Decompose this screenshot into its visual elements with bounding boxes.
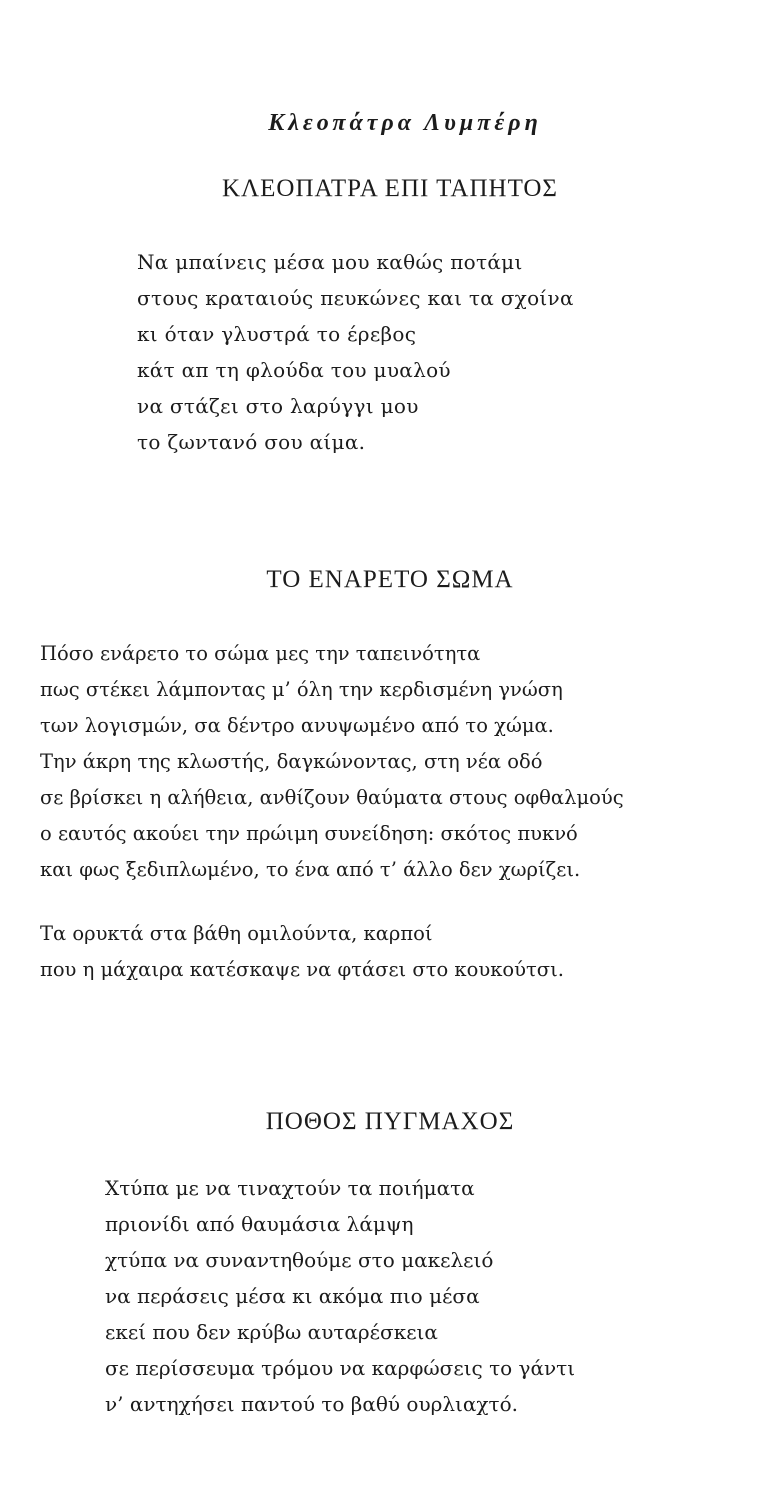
- poem-line: ο εαυτός ακούει την πρώιμη συνείδηση: σκότος πυκνό: [40, 822, 578, 845]
- poem-body-3: [105, 1170, 575, 1422]
- poem-line: στους κραταιούς πευκώνες και τα σχοίνα: [137, 286, 574, 310]
- poem-body-2: [40, 636, 624, 988]
- poem-title-3: ΠΟΘΟΣ ΠΥΓΜΑΧΟΣ: [265, 1108, 515, 1135]
- poem-line: των λογισμών, σα δέντρο ανυψωμένο από το χώμα.: [40, 714, 554, 737]
- poem-line: Να μπαίνεις μέσα μου καθώς ποτάμι: [137, 250, 523, 274]
- author-name: Κλεοπάτρα Λυμπέρη: [268, 110, 542, 136]
- poem-body-1: [137, 244, 574, 460]
- poem-line: ν’ αντηχήσει παντού το βαθύ ουρλιαχτό.: [105, 1392, 518, 1416]
- poem-line: πως στέκει λάμποντας μ’ όλη την κερδισμένη γνώση: [40, 678, 563, 701]
- poem-line: πριονίδι από θαυμάσια λάμψη: [105, 1212, 414, 1236]
- poem-line: Την άκρη της κλωστής, δαγκώνοντας, στη νέα οδό: [40, 750, 543, 773]
- poem-line: Πόσο ενάρετο το σώμα μες την ταπεινότητα: [40, 642, 481, 665]
- poem-title-2: ΤΟ ΕΝΑΡΕΤΟ ΣΩΜΑ: [266, 566, 514, 593]
- stanza-break: [40, 888, 624, 916]
- poem-line: σε περίσσευμα τρόμου να καρφώσεις το γάντι: [105, 1356, 576, 1380]
- poem-line: που η μάχαιρα κατέσκαψε να φτάσει στο κουκούτσι.: [40, 958, 564, 981]
- poem-line: κι όταν γλυστρά το έρεβος: [137, 322, 417, 346]
- poem-line: να περάσεις μέσα κι ακόμα πιο μέσα: [105, 1284, 480, 1308]
- poem-line: κάτ απ τη φλούδα του μυαλού: [137, 358, 451, 382]
- poem-line: Τα ορυκτά στα βάθη ομιλούντα, καρποί: [40, 922, 433, 945]
- poem-title-1: ΚΛΕΟΠΑΤΡΑ ΕΠΙ ΤΑΠΗΤΟΣ: [221, 175, 558, 202]
- poem-line: σε βρίσκει η αλήθεια, ανθίζουν θαύματα στους οφθαλμούς: [40, 786, 624, 809]
- poem-line: χτύπα να συναντηθούμε στο μακελειό: [105, 1248, 494, 1272]
- poem-line: Χτύπα με να τιναχτούν τα ποιήματα: [105, 1176, 475, 1200]
- poem-line: εκεί που δεν κρύβω αυταρέσκεια: [105, 1320, 438, 1344]
- poem-line: και φως ξεδιπλωμένο, το ένα από τ’ άλλο δεν χωρίζει.: [40, 858, 581, 881]
- poem-line: το ζωντανό σου αίμα.: [137, 430, 366, 454]
- poem-line: να στάζει στο λαρύγγι μου: [137, 394, 419, 418]
